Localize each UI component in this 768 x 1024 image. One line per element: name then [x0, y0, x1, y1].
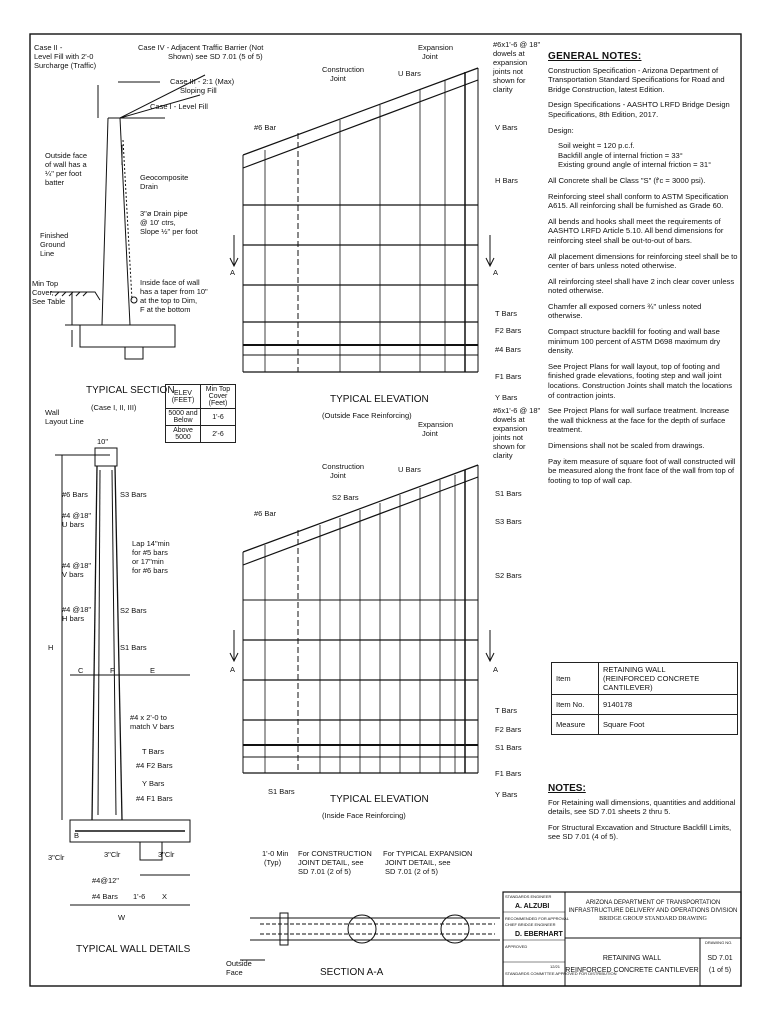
- label-dim-16: 1'-6: [133, 892, 146, 901]
- label-construction-joint-2: Construction: [322, 462, 365, 471]
- label-clr-3: 3"Clr: [158, 850, 175, 859]
- cover-row-1: 1'-6: [201, 409, 236, 426]
- label-drain-pipe-b: @ 10' ctrs,: [140, 218, 176, 227]
- note-construction-spec: Construction Specification - Arizona Department of Transportation Standard Specifications for Road and Bridge Construction, latest Edition.: [548, 65, 725, 94]
- label-for-construction-b: JOINT DETAIL, see: [298, 858, 364, 867]
- label-s1-bars-top: S1 Bars: [495, 489, 522, 498]
- note-1: For Retaining wall dimensions, quantities and additional details, see SD 7.01 sheets 2 thru 5.: [548, 797, 736, 817]
- label-y-bars-2: Y Bars: [495, 790, 518, 799]
- label-case-iv: Case IV - Adjacent Traffic Barrier (Not: [138, 43, 264, 52]
- label-ground: Ground: [40, 240, 66, 249]
- label-min-top-cover: Min Top: [32, 279, 59, 288]
- elev-row-1: 5000 and Below: [166, 409, 201, 426]
- note-design-spec: Design Specifications - AASHTO LRFD Bridge Design Specifications, 8th Edition, 2017.: [548, 100, 730, 119]
- label-t-bars-2: T Bars: [495, 706, 517, 715]
- label-t-bars-1: T Bars: [495, 309, 517, 318]
- subtitle-typical-elevation-1: (Outside Face Reinforcing): [322, 411, 412, 420]
- label-dim-b: B: [74, 831, 80, 840]
- label-s2-bars-det: S2 Bars: [120, 606, 147, 615]
- note-backfill-angle: Backfill angle of internal friction = 33°: [558, 150, 683, 160]
- label-f2-bars-2: F2 Bars: [495, 725, 522, 734]
- label-s3-bars-det: S3 Bars: [120, 490, 147, 499]
- label-f1-bars-1: F1 Bars: [495, 372, 522, 381]
- label-case-iii: Case III - 2:1 (Max): [170, 77, 235, 86]
- label-case-ii: Case II -: [34, 43, 63, 52]
- item-value-2: (REINFORCED CONCRETE CANTILEVER): [603, 674, 700, 692]
- label-u-bars-2: U Bars: [398, 465, 421, 474]
- label-h-bars-det: #4 @18": [62, 605, 92, 614]
- label-n4x2-b: match V bars: [130, 722, 175, 731]
- label-expansion-joint-2b: Joint: [422, 429, 438, 438]
- item-no-label: Item No.: [552, 695, 599, 715]
- label-typ: (Typ): [264, 858, 282, 867]
- label-for-construction: For CONSTRUCTION: [298, 849, 372, 858]
- title-typical-wall-details: TYPICAL WALL DETAILS: [76, 944, 191, 955]
- label-inside-face-c: at the top to Dim,: [140, 296, 198, 305]
- measure-label: Measure: [552, 715, 599, 735]
- note-2: For Structural Excavation and Structure Backfill Limits, see SD 7.01 (4 of 5).: [548, 822, 732, 842]
- note-placement: All placement dimensions for reinforcing steel shall be to center of bars unless noted otherwise.: [548, 251, 738, 271]
- tb-drawing-no-label: DRAWING NO.: [705, 940, 733, 945]
- label-v-bars-det-b: V bars: [62, 570, 84, 579]
- label-outside-face: Outside face: [45, 151, 88, 160]
- title-block: [503, 892, 741, 986]
- pay-item-table: [551, 662, 738, 735]
- label-dowels-2c: expansion: [493, 424, 528, 433]
- label-n4-bars-det: #4 Bars: [92, 892, 118, 901]
- label-s1-bars: S1 Bars: [495, 743, 522, 752]
- label-geocomposite-b: Drain: [140, 182, 158, 191]
- typical-elevation-outside: [230, 68, 494, 372]
- label-finished: Finished: [40, 231, 69, 240]
- label-inside-face-d: F at the bottom: [140, 305, 191, 314]
- note-design-label: Design:: [548, 125, 574, 135]
- label-dowels-2d: joints not: [493, 433, 524, 442]
- label-s3-bars: S3 Bars: [495, 517, 522, 526]
- label-dowels-1b: dowels at: [493, 49, 525, 58]
- cover-header: Min Top Cover (Feet): [201, 385, 236, 409]
- label-s1-bars-2: S1 Bars: [268, 787, 295, 796]
- note-plans-1: See Project Plans for wall layout, top of footing and finished grade elevations, footing step and wall joint locations. Construction Joints shall match the locations of contraction joints.: [548, 361, 733, 400]
- label-y-bars-det: Y Bars: [142, 779, 165, 788]
- label-f1-det: #4 F1 Bars: [136, 794, 173, 803]
- label-case-iv-b: Shown) see SD 7.01 (5 of 5): [168, 52, 263, 61]
- label-case-ii-c: Surcharge (Traffic): [34, 61, 97, 70]
- note-chamfer: Chamfer all exposed corners ¾" unless noted otherwise.: [548, 301, 702, 321]
- subtitle-typical-section: (Case I, II, III): [91, 403, 137, 412]
- min-top-cover-table: [165, 384, 236, 443]
- label-min-10: 1'-0 Min: [262, 849, 289, 858]
- label-construction-joint-1b: Joint: [330, 74, 346, 83]
- label-for-expansion-c: SD 7.01 (2 of 5): [385, 867, 438, 876]
- label-u-bars-1: U Bars: [398, 69, 421, 78]
- tb-committee: STANDARDS COMMITTEE APPROVED FOR DISTRIBUTION: [505, 971, 617, 976]
- label-dowels-2: #6x1'-6 @ 18": [493, 406, 541, 415]
- label-inside-face: Inside face of wall: [140, 278, 200, 287]
- note-pay-item: Pay item measure of square foot of wall constructed will be measured along the front face of the wall from top of footing to top of wall cap.: [548, 456, 736, 485]
- tb-approved: APPROVED: [505, 944, 528, 949]
- label-dim-10: 10": [97, 437, 109, 446]
- tb-engineer-1: A. ALZUBI: [515, 903, 550, 910]
- label-n4-12: #4@12": [92, 876, 119, 885]
- label-dowels-1d: joints not: [493, 67, 524, 76]
- title-typical-elevation-1: TYPICAL ELEVATION: [330, 394, 429, 405]
- label-case-i: Case I - Level Fill: [150, 102, 208, 111]
- tb-drawing-no: SD 7.01: [707, 955, 733, 962]
- tb-adot-1: ARIZONA DEPARTMENT OF TRANSPORTATION: [585, 900, 721, 906]
- title-typical-elevation-2: TYPICAL ELEVATION: [330, 794, 429, 805]
- note-ground-angle: Existing ground angle of internal friction = 31°: [558, 160, 712, 170]
- label-for-construction-c: SD 7.01 (2 of 5): [298, 867, 351, 876]
- general-notes-title: GENERAL NOTES:: [548, 51, 642, 62]
- tb-sheet: (1 of 5): [708, 967, 732, 974]
- label-lap-c: or 17"min: [132, 557, 164, 566]
- note-backfill: Compact structure backfill for footing and wall base minimum 100 percent of ASTM D698 maximum dry density.: [548, 327, 721, 356]
- label-h-bars-1: H Bars: [495, 176, 518, 185]
- label-f2-bars-1: F2 Bars: [495, 326, 522, 335]
- tb-adot-3: BRIDGE GROUP STANDARD DRAWING: [599, 916, 707, 922]
- section-aa-drawing: [240, 913, 500, 960]
- subtitle-typical-elevation-2: (Inside Face Reinforcing): [322, 811, 406, 820]
- label-n4-bars-1: #4 Bars: [495, 345, 521, 354]
- title-section-aa: SECTION A-A: [320, 967, 384, 978]
- label-t-bars-det: T Bars: [142, 747, 164, 756]
- label-v-bars-det: #4 @18": [62, 561, 92, 570]
- item-value: [599, 663, 738, 695]
- label-dowels-1c: expansion: [493, 58, 528, 67]
- elev-header: ELEV (FEET): [166, 385, 201, 409]
- note-plans-2: See Project Plans for wall surface treatment. Increase the wall thickness at the face for the depth of surface treatment.: [548, 406, 730, 435]
- label-clr-2: 3"Clr: [104, 850, 121, 859]
- label-drain-pipe: 3"ø Drain pipe: [140, 209, 188, 218]
- label-outside-face-b: of wall has a: [45, 160, 87, 169]
- label-case-ii-b: Level Fill with 2'-0: [34, 52, 94, 61]
- label-lap: Lap 14"min: [132, 539, 170, 548]
- tb-date: 12/21: [550, 964, 561, 969]
- note-clear-cover: All reinforcing steel shall have 2 inch clear cover unless noted otherwise.: [548, 276, 735, 296]
- tb-title-1: RETAINING WALL: [602, 955, 662, 962]
- item-label: Item: [552, 663, 599, 695]
- label-dim-x: X: [162, 892, 168, 901]
- label-outside-face-c: ¼" per foot: [45, 169, 82, 178]
- label-expansion-joint-1b: Joint: [422, 52, 438, 61]
- label-outside: Outside: [226, 959, 252, 968]
- label-n6-bars: #6 Bars: [62, 490, 88, 499]
- cover-row-2: 2'-6: [201, 426, 236, 443]
- label-dowels-2f: clarity: [493, 451, 513, 460]
- label-s2-bars: S2 Bars: [495, 571, 522, 580]
- label-drain-pipe-c: Slope ½" per foot: [140, 227, 198, 236]
- label-layout-line: Layout Line: [45, 417, 84, 426]
- label-dowels-1: #6x1'-6 @ 18": [493, 40, 541, 49]
- label-dim-c: C: [78, 666, 84, 675]
- label-expansion-joint-1: Expansion: [418, 43, 454, 52]
- label-s1-bars-det: S1 Bars: [120, 643, 147, 652]
- notes-title: NOTES:: [548, 783, 586, 794]
- label-for-expansion-b: JOINT DETAIL, see: [385, 858, 451, 867]
- label-dim-f: F: [110, 666, 115, 675]
- title-typical-section: TYPICAL SECTION: [86, 385, 175, 396]
- note-concrete: All Concrete shall be Class "S" (f'c = 3000 psi).: [548, 175, 706, 185]
- label-a-4: A: [493, 665, 499, 674]
- label-dim-e: E: [150, 666, 156, 675]
- tb-adot-2: INFRASTRUCTURE DELIVERY AND OPERATIONS DIVISION: [568, 908, 738, 914]
- label-h-bars-det-b: H bars: [62, 614, 85, 623]
- note-scaled: Dimensions shall not be scaled from drawings.: [548, 441, 705, 450]
- label-lap-d: for #6 bars: [132, 566, 168, 575]
- label-construction-joint-2b: Joint: [330, 471, 346, 480]
- label-lap-b: for #5 bars: [132, 548, 168, 557]
- general-notes: [548, 52, 738, 491]
- label-u-bars-det: #4 @18": [62, 511, 92, 520]
- label-expansion-joint-2: Expansion: [418, 420, 454, 429]
- label-n4x2: #4 x 2'-0 to: [130, 713, 167, 722]
- label-f2-det: #4 F2 Bars: [136, 761, 173, 770]
- label-dowels-2e: shown for: [493, 442, 526, 451]
- label-y-bars-1: Y Bars: [495, 393, 518, 402]
- label-u-bars-det-b: U bars: [62, 520, 85, 529]
- label-n6-bar-1: #6 Bar: [254, 123, 277, 132]
- tb-engineer-2: D. EBERHART: [515, 931, 563, 938]
- label-dowels-2b: dowels at: [493, 415, 525, 424]
- label-dowels-1e: shown for: [493, 76, 526, 85]
- label-line: Line: [40, 249, 55, 258]
- label-s2-bars-top: S2 Bars: [332, 493, 359, 502]
- label-n6-bar-2: #6 Bar: [254, 509, 277, 518]
- note-bends: All bends and hooks shall meet the requirements of AASHTO LRFD Article 5.10. All bend dimensions for reinforcing steel shall be out-to-out of bars.: [548, 216, 724, 245]
- item-value-1: RETAINING WALL: [603, 665, 666, 674]
- label-construction-joint-1: Construction: [322, 65, 365, 74]
- label-a-3: A: [230, 665, 236, 674]
- design-values: [558, 141, 738, 170]
- item-no-value: 9140178: [599, 695, 738, 715]
- measure-value: Square Foot: [599, 715, 738, 735]
- label-clr-1: 3"Clr: [48, 853, 65, 862]
- note-soil-weight: Soil weight = 120 p.c.f.: [558, 141, 635, 151]
- label-case-iii-b: Sloping Fill: [180, 86, 217, 95]
- label-face: Face: [226, 968, 243, 977]
- label-f1-bars-2: F1 Bars: [495, 769, 522, 778]
- label-inside-face-b: has a taper from 10": [140, 287, 208, 296]
- label-outside-face-d: batter: [45, 178, 65, 187]
- label-v-bars-1: V Bars: [495, 123, 518, 132]
- label-min-top-cover-b: Cover,: [32, 288, 54, 297]
- elev-row-2: Above 5000: [166, 426, 201, 443]
- tb-recommended: RECOMMENDED FOR APPROVAL: [505, 916, 569, 921]
- label-geocomposite: Geocomposite: [140, 173, 189, 182]
- tb-title-2: REINFORCED CONCRETE CANTILEVER: [565, 967, 699, 974]
- label-a-1: A: [230, 268, 236, 277]
- label-dowels-1f: clarity: [493, 85, 513, 94]
- notes-section: [548, 784, 738, 848]
- note-reinforcing: Reinforcing steel shall conform to ASTM Specification A615. All reinforcing shall be furnished as Grade 60.: [548, 191, 729, 211]
- label-min-top-cover-c: See Table: [32, 297, 66, 306]
- label-dim-w: W: [118, 913, 126, 922]
- tb-standards-engineer: STANDARDS ENGINEER: [505, 894, 552, 899]
- label-for-expansion: For TYPICAL EXPANSION: [383, 849, 473, 858]
- label-a-2: A: [493, 268, 499, 277]
- label-wall: Wall: [45, 408, 60, 417]
- label-dim-h: H: [48, 643, 54, 652]
- drawing-labels: [32, 40, 540, 978]
- tb-chief: CHIEF BRIDGE ENGINEER: [505, 922, 556, 927]
